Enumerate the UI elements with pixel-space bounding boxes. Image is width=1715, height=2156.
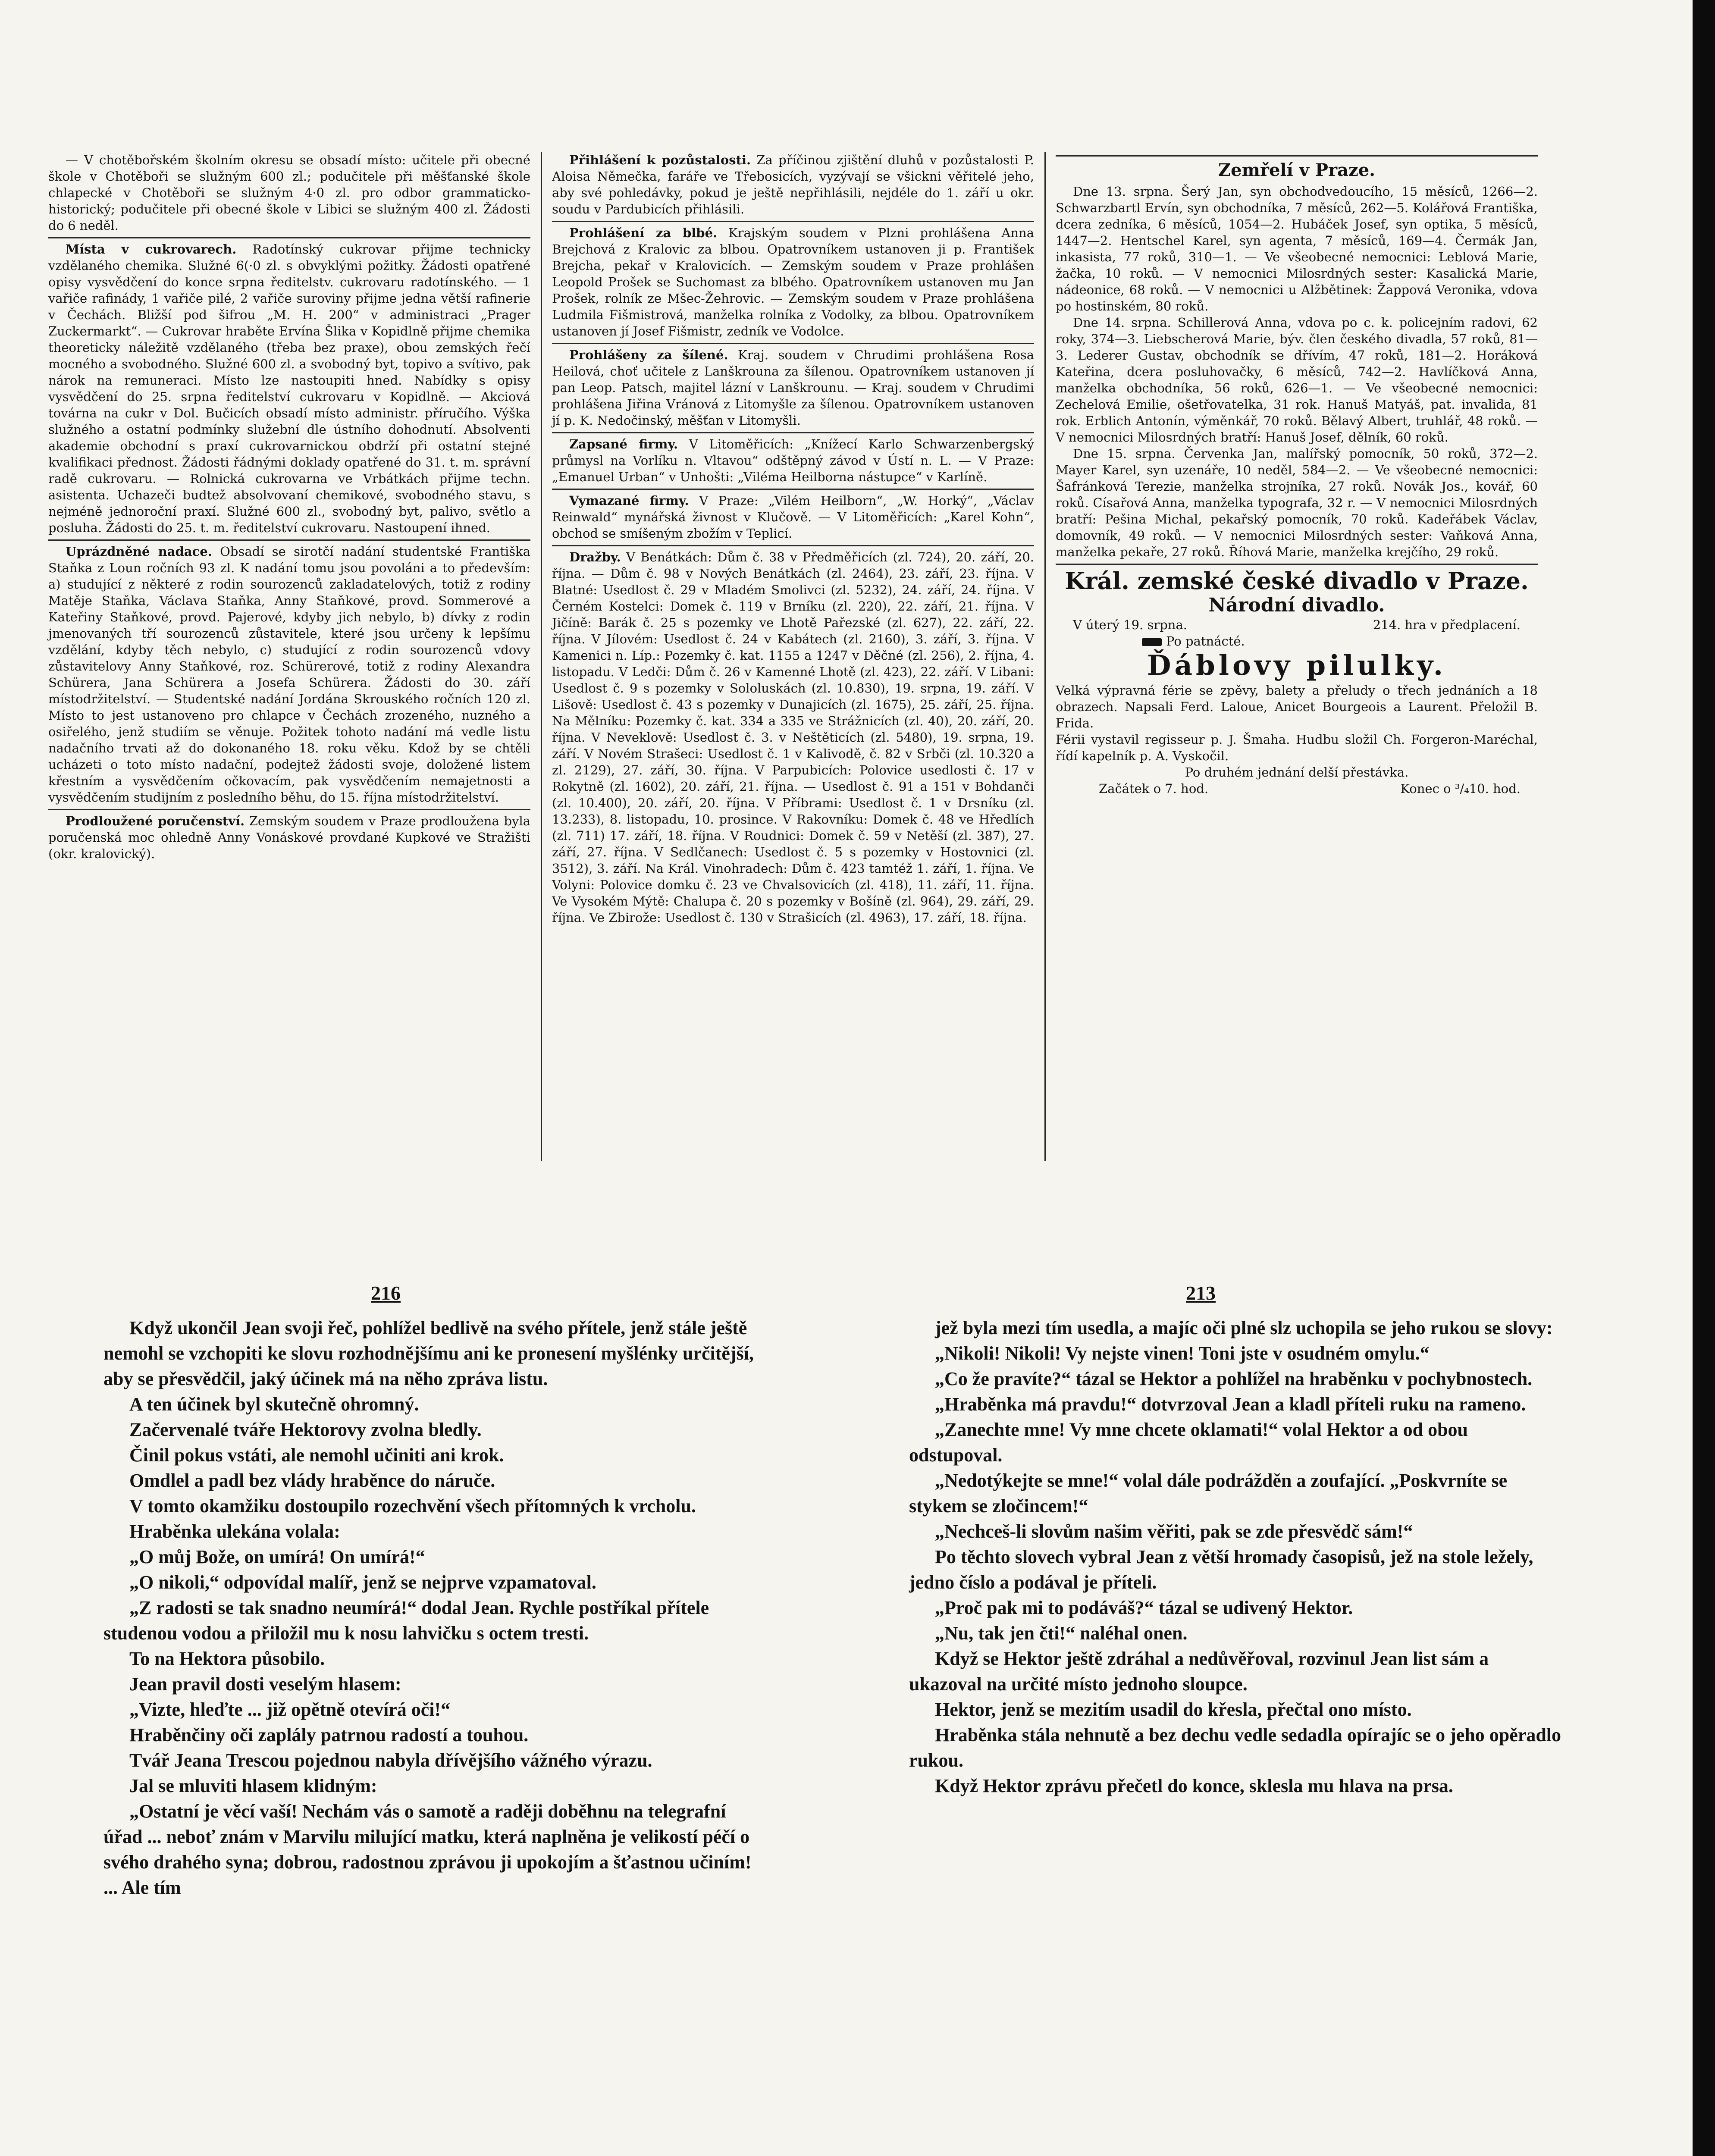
notice-paragraph [552, 225, 1034, 339]
rule [1056, 155, 1538, 157]
story-paragraph: Po těchto slovech vybral Jean z větší hromady časopisů, jež na stole ležely, jedno číslo a podával je příteli. [909, 1546, 1533, 1593]
subscription-note: 214. hra v předplacení. [1373, 617, 1521, 632]
notice-paragraph [48, 543, 530, 805]
story-page-left [103, 1315, 759, 1900]
story-paragraph: „Hraběnka má pravdu!“ dotvrzoval Jean a kladl příteli ruku na rameno. [935, 1394, 1526, 1415]
column-divider [1044, 152, 1046, 1161]
rule [48, 809, 530, 810]
page-edge-shadow [1693, 0, 1715, 2156]
story-paragraph: Začervenalé tváře Hektorovy zvolna bledly. [129, 1419, 482, 1440]
rule [552, 343, 1034, 344]
story-paragraph: jež byla mezi tím usedla, a majíc oči plné slz uchopila se jeho rukou se slovy: [935, 1317, 1553, 1338]
newspaper-column-1 [48, 152, 530, 862]
story-paragraph: Hektor, jenž se mezitím usadil do křesla, přečtal ono místo. [935, 1699, 1412, 1720]
story-paragraph: Tvář Jeana Trescou pojednou nabyla dřívějšího vážného výrazu. [129, 1750, 652, 1771]
story-paragraph: Když ukončil Jean svoji řeč, pohlížel bedlivě na svého přítele, jenž stále ještě nemohl se vzchopiti ke slovu rozhodnějšímu ani ke pronesení myšlénky určitější, aby se přesvědčil, jaký účinek má na něho zpráva listu. [103, 1317, 754, 1389]
notice-paragraph [552, 436, 1034, 485]
notice-text: V Praze: „Vilém Heilborn“, „W. Horký“, „Václav Reinwald“ mynářská živnost v Klučově. — V Litoměřicích: „Karel Kohn“, obchod se smíšeným zbožím v Teplicí. [552, 493, 1035, 541]
notice-paragraph [48, 152, 530, 234]
story-paragraph: „Nikoli! Nikoli! Vy nejste vinen! Toni jste v osudném omylu.“ [935, 1343, 1430, 1364]
story-paragraph: „Nedotýkejte se mne!“ volal dále podrážděn a zoufající. „Poskvrníte se stykem se zločincem!“ [909, 1470, 1508, 1517]
death-notice: Dne 13. srpna. Šerý Jan, syn obchodvedoucího, 15 měsíců, 1266—2. Schwarzbartl Ervín, syn obchodníka, 7 měsíců, 262—5. Kolářová Františka, dcera zedníka, 6 měsíců, 1054—2. Hubáček Josef, syn optika, 5 měsíců, 1447—2. Hentschel Karel, syn agenta, 7 měsíců, 169—4. Čermák Jan, inkasista, 77 roků, 310—1. — Ve všeobecné nemocnici: Leblová Marie, žačka, 10 roků. — V nemocnici Milosrdných sester: Kasalická Marie, nádeonice, 68 roků. — V nemocnici u Alžbětinek: Žappová Veronika, vdova po hostinském, 80 roků. [1056, 184, 1538, 313]
notice-text: Za příčinou zjištění dluhů v pozůstalosti P. Aloisa Němečka, faráře ve Třebosicích, vyzývají se všickni věřitelé jeho, aby své pohledávky, pokud je ještě nepřihlásili, nejdéle do 1. září u okr. soudu v Pardubicích přihlásili. [552, 153, 1035, 216]
start-time: Začátek o 7. hod. [1099, 781, 1209, 796]
story-paragraph: „O nikoli,“ odpovídal malíř, jenž se nejprve vzpamatoval. [129, 1572, 596, 1593]
story-paragraph: „Vizte, hleďte ... již opětně otevírá oči!“ [129, 1699, 451, 1720]
play-description: Velká výpravná férie se zpěvy, balety a přeludy o třech jednáních a 18 obrazech. Napsali Ferd. Laloue, Anicet Bourgeois a Laurent. Přeložil B. Frida. [1056, 683, 1538, 730]
notice-heading: Zapsané firmy. [569, 437, 678, 451]
repeat-note: Po patnácté. [1166, 634, 1245, 649]
notice-heading: Vymazané firmy. [569, 493, 689, 508]
notice-paragraph [48, 241, 530, 536]
show-times [1056, 780, 1538, 797]
notice-heading: Místa v cukrovarech. [66, 242, 237, 257]
story-paragraph: „Ostatní je věcí vaší! Nechám vás o samotě a raději doběhnu na telegrafní úřad ... neboť znám v Marvilu milující matku, která naplněna je velikostí péčí o svého drahého syna; dobrou, radostnou zprávou ji upokojím a šťastnou učiním! ... Ale tím [103, 1801, 752, 1898]
notice-text: Obsadí se sirotčí nadání studentské Františka Staňka z Loun ročních 93 zl. K nadání tomu jsou povoláni a to především: a) studující z některé z rodin sourozenců zakladatelových, totiž z rodiny Matěje Staňka, Václava Staňka, Anny Staňkové, provd. Sommerové a Kateřiny Staňkové, provd. Pajerové, kdyby jich nebylo, b) dívky z rodin jmenovaných tří sourozenců zůstavitele, které jsou určeny k lepšímu vzdělání, kdyby těch nebylo, c) studující z rodin sourozenců vdovy zůstavitelovy Anny Staňkové, roz. Schürerové, totiž z rodiny Alexandra Schürera, Jana Schürera a Josefa Schürera. Žádosti do 30. září místodržitelství. — Studentské nadání Jordána Skrouského ročních 120 zl. Místo to jest ustanoveno pro chlapce v Čechách zrozeného, nuzného a osiřelého, jenž studiím se věnuje. Požitek tohoto nadání má vedle listu nadačního trvati až do dokonaného 18. roku věku. Kdož by se chtěli ucházeti o toto místo nadační, podejtež žádosti svoje, doložené listem křestním a vysvědčením očkovacím, pak vysvědčením nemajetnosti a vysvědčením studijním z posledního běhu, do 15. října místodržitelství. [48, 544, 530, 805]
story-paragraph: „Proč pak mi to podáváš?“ tázal se udivený Hektor. [935, 1597, 1353, 1618]
rule [552, 545, 1034, 546]
notice-text: V Litoměřicích: „Knížecí Karlo Schwarzenbergský průmysl na Vorlíku n. Vltavou“ odštěpný závod v Ústí n. L. — V Praze: „Emanuel Urban“ v Unhošti: „Viléma Heilborna nástupce“ v Karlíně. [552, 437, 1034, 484]
notice-heading: Prodloužené poručenství. [66, 814, 245, 828]
theatre-title: Král. zemské české divadlo v Praze. [1065, 567, 1529, 595]
notice-heading: Prohlášení za blbé. [569, 226, 718, 240]
story-paragraph: To na Hektora působilo. [129, 1648, 325, 1669]
story-paragraph: A ten účinek byl skutečně ohromný. [129, 1394, 419, 1415]
notice-text: — V chotěbořském školním okresu se obsadí místo: učitele při obecné škole v Chotěboři se služným 600 zl.; podučitele při měšťanské škole chlapecké v Chotěboři se služným 4·0 zl. pro odbor grammaticko-historický; podučitele při obecné škole v Libici se služným 400 zl. Žádosti do 6 neděl. [48, 153, 530, 233]
notice-text: Radotínský cukrovar přijme technicky vzdělaného chemika. Služné 6(·0 zl. s obvyklými požitky. Žádosti opatřené opisy vysvědčení do konce srpna ředitelstv. cukrovaru radotínského. — 1 vařiče rafinády, 1 vařiče pilé, 2 vařiče suroviny přijme jedna větší rafinerie v Čechách. Bližší pod šifrou „M. H. 200“ v administraci „Prager Zuckermarkt“. — Cukrovar hraběte Ervína Šlika v Kopidlně přijme chemika theoreticky náležitě vzdělaného (třeba bez praxe), obou zemských řečí mocného a svobodného. Služné 600 zl. a svobodný byt, topivo a svítivo, pak nárok na remuneraci. Místo lze nastoupiti hned. Nabídky s opisy vysvědčení do 25. srpna ředitelství cukrovaru v Kopidlně. — Akciová továrna na cukr v Dol. Bučicích obsadí místo administr. příručího. Výška služného a ostatní podmínky služební dle ústního dohodnutí. Absolventi akademie obchodní s praxí cukrovarnickou obdrží při ostatní stejné kvalifikaci přednost. Žádosti řádnými doklady opatřené do 31. t. m. správní radě cukrovaru. — Rolnická cukrovarna ve Vrbátkách přijme techn. asistenta. Uchazeči budtež absolvovaní chemikové, svobodného stavu, s nejméně jednoroční praxí. Služné 600 zl., svobodný byt, palivo, světlo a posluha. Žádosti do 25. t. m. ředitelství cukrovaru. Nastoupení ihned. [48, 242, 531, 535]
performance-info [1056, 617, 1538, 633]
notice-text: Zemským soudem v Praze prodloužena byla poručenská moc ohledně Anny Vonáskové provdané Kupkové ve Stražišti (okr. kralovický). [48, 814, 531, 861]
notice-paragraph [552, 492, 1034, 542]
play-title: Ďáblovy pilulky. [1147, 649, 1447, 682]
deaths-heading: Zemřelí v Praze. [1218, 160, 1376, 180]
intermission-note: Po druhém jednání delší přestávka. [1185, 765, 1409, 780]
story-paragraph: Jean pravil dosti veselým hlasem: [129, 1673, 401, 1695]
story-paragraph: Omdlel a padl bez vlády hraběnce do náruče. [129, 1470, 495, 1491]
rule [552, 432, 1034, 433]
story-paragraph: Činil pokus vstáti, ale nemohl učiniti ani krok. [129, 1445, 504, 1466]
page-number-left: 216 [371, 1282, 401, 1304]
repeat-note-line [1056, 633, 1538, 649]
rule [48, 237, 530, 238]
notice-text: Kraj. soudem v Chrudimi prohlášena Rosa Heilová, choť učitele z Lanškrouna za šílenou. Opatrovníkem ustanoven jí pan Leop. Patsch, majitel lázní v Lanškrounu. — Kraj. soudem v Chrudimi prohlášena Jiřina Vránová z Litomyšle za šílenou. Opatrovníkem ustanoven jí p. K. Nedočinský, měšťan v Litomyšli. [552, 348, 1034, 428]
end-time: Konec o ³/₄10. hod. [1400, 781, 1521, 796]
story-paragraph: Když Hektor zprávu přečetl do konce, sklesla mu hlava na prsa. [935, 1775, 1453, 1796]
rule [552, 489, 1034, 490]
story-paragraph: „Co že pravíte?“ tázal se Hektor a pohlížel na hraběnku v pochybnostech. [935, 1368, 1533, 1389]
newspaper-column-2 [552, 152, 1034, 926]
story-page-right [909, 1315, 1565, 1799]
deaths-list [1056, 183, 1538, 560]
story-paragraph: „Z radosti se tak snadno neumírá!“ dodal Jean. Rychle postříkal přítele studenou vodou a přiložil mu k nosu lahvičku s octem tresti. [103, 1597, 709, 1644]
pointing-hand-icon [1142, 638, 1162, 646]
story-paragraph: Když se Hektor ještě zdráhal a nedůvěřoval, rozvinul Jean list sám a ukazoval na určité místo jednoho sloupce. [909, 1648, 1489, 1695]
death-notice: Dne 15. srpna. Červenka Jan, malířský pomocník, 50 roků, 372—2. Mayer Karel, syn uzenáře, 10 neděl, 584—2. — Ve všeobecné nemocnici: Šafránková Terezie, manželka strojníka, 27 roků. Novák Jos., kovář, 60 roků. Císařová Anna, manželka typografa, 32 r. — V nemocnici Milosrdných bratří: Pešina Michal, pekařský pomocník, 70 roků. Kadeřábek Václav, domovník, 49 roků. — V nemocnici Milosrdných sester: Vaňková Anna, manželka pekaře, 27 roků. Říhová Marie, manželka krejčího, 29 roků. [1056, 446, 1538, 559]
column-divider [541, 152, 542, 1161]
story-paragraph: Jal se mluviti hlasem klidným: [129, 1775, 377, 1796]
story-paragraph: „Zanechte mne! Vy mne chcete oklamati!“ volal Hektor a od obou odstupoval. [909, 1419, 1468, 1466]
notice-paragraph [552, 152, 1034, 217]
rule [1056, 564, 1538, 565]
notice-paragraph [552, 549, 1034, 926]
notice-heading: Uprázdněné nadace. [66, 544, 212, 559]
notice-paragraph [48, 813, 530, 862]
notice-heading: Přihlášení k pozůstalosti. [569, 153, 751, 167]
notice-heading: Dražby. [569, 550, 621, 564]
play-credits: Férii vystavil regisseur p. J. Šmaha. Hudbu složil Ch. Forgeron-Maréchal, řídí kapelník p. A. Vyskočil. [1056, 732, 1538, 763]
notice-text: V Benátkách: Dům č. 38 v Předměřicích (zl. 724), 20. září, 20. října. — Dům č. 98 v Nových Benátkách (zl. 2464), 23. září, 23. října. V Blatné: Usedlost č. 29 v Mladém Smolivci (zl. 5232), 24. září, 24. října. V Černém Kostelci: Domek č. 119 v Brníku (zl. 220), 22. září, 21. října. V Jičíně: Barák č. 25 s pozemky ve Lhotě Pařezské (zl. 627), 22. září, 22. října. V Jílovém: Usedlost č. 24 v Kabátech (zl. 2160), 3. září, 3. října. V Kamenici n. Líp.: Pozemky č. kat. 1155 a 1247 v Děčné (zl. 256), 2. října, 4. listopadu. V Ledči: Dům č. 26 v Kamenné Lhotě (zl. 423), 22. září. V Libani: Usedlost č. 9 s pozemky v Sololuskách (zl. 10.830), 19. srpna, 19. září. V Lišově: Usedlost č. 43 s pozemky v Dunajicích (zl. 1675), 25. září, 25. října. Na Mělníku: Pozemky č. kat. 334 a 335 ve Strážnicích (zl. 40), 20. září, 20. října. V Neveklově: Usedlost č. 3. v Neštěticích (zl. 5480), 19. srpna, 19. září. V Novém Strašeci: Usedlost č. 1 v Kalivodě, č. 82 v Srbči (zl. 10.320 a zl. 2129), 27. září, 30. října. V Parpubicích: Polovice usedlosti č. 17 v Rokytně (zl. 1602), 20. září, 21. října. — Usedlost č. 91 a 151 v Bohdanči (zl. 10.400), 20. září, 20. října. V Příbrami: Usedlost č. 1 v Drsníku (zl. 13.233), 8. listopadu, 10. prosince. V Rakovníku: Domek č. 48 ve Hředlích (zl. 711) 17. září, 18. října. V Roudnici: Domek č. 59 v Netěší (zl. 387), 27. září, 27. října. V Sedlčanech: Usedlost č. 5 s pozemky v Hostovnici (zl. 3512), 3. září. Na Král. Vinohradech: Dům č. 423 tamtéž 1. září, 1. října. Ve Volyni: Polovice domku č. 23 ve Chvalsovicích (zl. 418), 11. září, 11. října. Ve Vysokém Mýtě: Chalupa č. 20 s pozemky v Bošíně (zl. 964), 29. září, 29. října. Ve Zbirože: Usedlost č. 130 v Strašicích (zl. 4963), 17. září, 18. října. [552, 550, 1035, 925]
notice-heading: Prohlášeny za šílené. [569, 348, 728, 362]
page-number-right: 213 [1186, 1282, 1216, 1304]
notice-paragraph [552, 347, 1034, 429]
story-paragraph: „Nechceš-li slovům našim věřiti, pak se zde přesvědč sám!“ [935, 1521, 1413, 1542]
theatre-subtitle: Národní divadlo. [1208, 594, 1385, 616]
story-paragraph: Hraběnka ulekána volala: [129, 1521, 340, 1542]
story-paragraph: „Nu, tak jen čti!“ naléhal onen. [935, 1623, 1188, 1644]
death-notice: Dne 14. srpna. Schillerová Anna, vdova po c. k. policejním radovi, 62 roky, 374—3. Liebscherová Marie, býv. člen českého divadla, 57 roků, 81—3. Lederer Gustav, obchodník se dřívím, 47 roků, 181—2. Horáková Kateřina, dcera posluhovačky, 6 měsíců, 742—2. Havlíčková Anna, manželka obchodníka, 56 roků, 626—1. — Ve všeobecné nemocnici: Zechelová Emilie, ošetřovatelka, 31 rok. Hanuš Matyáš, pat. invalida, 81 rok. Erblich Antonín, výměnkář, 70 roků. Bělavý Albert, truhlář, 48 roků. — V nemocnici Milosrdných bratří: Hanuš Josef, dělník, 60 roků. [1056, 315, 1538, 445]
story-paragraph: Hraběnčiny oči zaplály patrnou radostí a touhou. [129, 1724, 529, 1745]
notice-text: Krajským soudem v Plzni prohlášena Anna Brejchová z Kralovic za blbou. Opatrovníkem ustanoven ji p. František Brejcha, pekař v Kralovicích. — Zemským soudem v Praze prohlášen Leopold Prošek se Suchomast za blbého. Opatrovníkem ustanoven mu Jan Prošek, rolník ze Mšec-Žehrovic. — Zemským soudem v Praze prohlášena Ludmila Fišmistrová, manželka rolníka z Vodolky, za blbou. Opatrovníkem ustanoven jí Josef Fišmistr, zedník ve Vodolce. [552, 226, 1034, 338]
performance-date: V úterý 19. srpna. [1073, 617, 1187, 632]
story-paragraph: V tomto okamžiku dostoupilo rozechvění všech přítomných k vrcholu. [129, 1495, 696, 1517]
story-paragraph: Hraběnka stála nehnutě a bez dechu vedle sedadla opírajíc se o jeho opěradlo rukou. [909, 1724, 1561, 1771]
story-paragraph: „O můj Bože, on umírá! On umírá!“ [129, 1546, 425, 1567]
rule [552, 221, 1034, 222]
newspaper-column-3 [1056, 152, 1538, 797]
rule [48, 539, 530, 541]
